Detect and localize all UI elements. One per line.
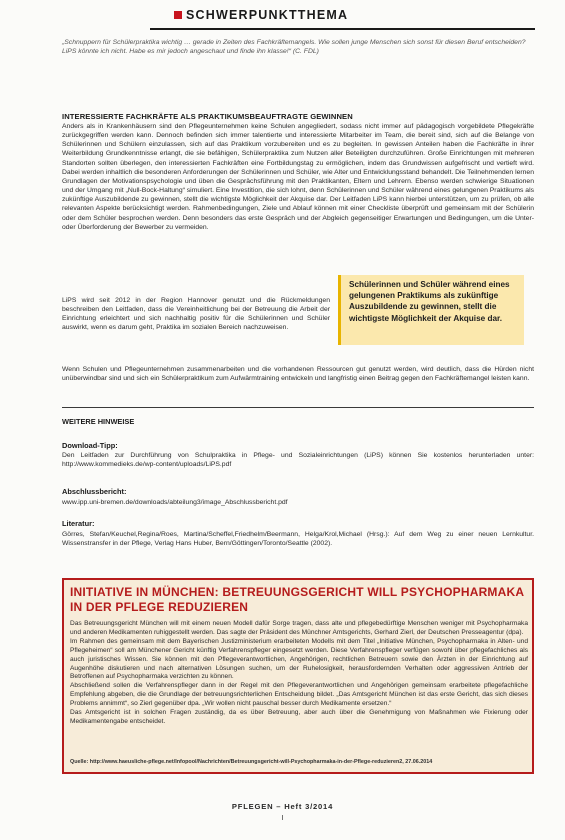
report-link[interactable]: www.ipp.uni-bremen.de/downloads/abteilung3/image_Abschlussbericht.pdf [62,499,288,506]
further-heading: WEITERE HINWEISE [62,417,135,426]
report-label: Abschlussbericht: [62,487,127,496]
section-heading: INTERESSIERTE FACHKRÄFTE ALS PRAKTIKUMSBEAUFTRAGTE GEWINNEN [62,112,353,121]
body-paragraph-1: Anders als in Krankenhäusern sind den Pflegeunternehmen keine Schulen angegliedert, sodass nicht immer auf pädagogisch vorgebildete Pflegekräfte zurückgegriffen werden kann. Dennoch befinden sich immer talentierte und interessierte Mitarbeiter im Team, die bereit sind, sich auf die Belange von Schülerinnen und Schülern einzulassen, sich auf das Praktikum vorzubereiten und es zu begleiten. In gewissen Anteilen haben die Fachkräfte in ihrer Weiterbildung Grundkenntnisse erlangt, die sie befähigen, Schülerpraktika zum Nutzen aller Beteiligten durchzuführen. Große Einrichtungen mit mehreren Standorten sollten überlegen, den interessierten Fachkräften eine Fortbildungstag zu ermöglichen, indem das Grundwissen aufgefrischt und vertieft wird. Dabei werden inhaltlich die besonderen Anforderungen der Schülerinnen und Schüler, wie Alter und Entwicklungsstand behandelt. Die Teilnehmenden lernen Grundlagen der Motivationspsychologie und üben die Gesprächsführung mit den Praktikanten, Eltern und Lehrern. Ebenso werden schwierige Situationen und der Umgang mit „Null-Bock-Haltung“ simuliert. Eine Investition, die sich lohnt, denn Schülerinnen und Schüler während eines gelungenen Praktikums als zukünftige Auszubildende zu gewinnen, stellt die wichtigste Möglichkeit der Akquise dar. Der Leitfaden LiPS kann hierbei unterstützen, um zu prüfen, ob alle relevanten Aspekte berücksichtigt werden. Rahmenbedingungen, Ziele und Ablauf können mit einer Checkliste überprüft und gemeinsam mit der Schülerin oder dem Schüler besprochen werden. Denn besonders das erste Gespräch und der Abgleich gegenseitiger Erwartungen und Bedingungen, um die Unter- oder Überforderung der Bewerber zu vermeiden. [62,123,534,231]
body-paragraph-3: Wenn Schulen und Pflegeunternehmen zusammenarbeiten und die vorhandenen Ressourcen gut genutzt werden, wird deutlich, dass die Hürden nicht unüberwindbar sind und sich ein Schülerpraktikum zum Aufwärmtraining entwickeln und langfristig einen Beitrag gegen den Fachkräftemangel leisten kann. [62,366,534,383]
literature-text: Görres, Stefan/Keuchel,Regina/Roes, Martina/Scheffel,Friedhelm/Beermann, Helga/Krol,Michael (Hrsg.): Auf dem Weg zu einer neuen Lernkultur. Wissenstransfer in der Pflege, Verlag Hans Huber, Bern/Göttingen/Toronto/Seattle (2002). [62,531,534,548]
section-title: SCHWERPUNKTTHEMA [186,8,349,22]
news-box-body [70,620,528,727]
news-source: Quelle: http://www.haeusliche-pflege.net/Infopool/Nachrichten/Betreuungsgericht-will-Psychopharmaka-in-der-Pflege-reduzieren2, 27.06.2014 [70,759,433,765]
page-number: I [281,815,284,822]
pull-quote-callout: Schülerinnen und Schüler während eines gelungenen Praktikums als zukünftige Auszubildende zu gewinnen, stellt die wichtigste Möglichkeit der Akquise dar. [338,275,524,345]
intro-quote: „Schnuppern für Schülerpraktika wichtig … gerade in Zeiten des Fachkräftemangels. Wie sollen junge Menschen sich sonst für diesen Beruf entscheiden? LiPS könnte ich nicht. Habe es mir jedoch angeschaut und finde ihn klasse!“ (C. FDL) [62,39,526,56]
news-paragraph: Das Betreuungsgericht München will mit einem neuen Modell dafür Sorge tragen, dass alte und pflegebedürftige Menschen weniger mit Psychopharmaka und anderen Medikamenten ruhiggestellt werden. Das sagte der Präsident des Münchner Amtsgerichts, Gerhard Zierl, der Deutschen Presseagentur (dpa). [70,620,528,636]
news-paragraph: Das Amtsgericht ist in solchen Fragen zuständig, da es über Betreuung, aber auch über die Genehmigung von Maßnahmen wie Fixierung oder Medikamentengabe entscheidet. [70,709,528,725]
footer-magazine-issue: PFLEGEN – Heft 3/2014 [231,802,334,811]
download-text: Den Leitfaden zur Durchführung von Schulpraktika in Pflege- und Sozialeinrichtungen (LiPS) können Sie kostenlos herunterladen unter: http://www.kommedieks.de/wp-content/uploads/LiPS.pdf [62,452,534,469]
news-paragraph: Abschließend sollen die Verfahrenspfleger dann in der Regel mit den Pflegeverantwortlichen und Angehörigen gemeinsam erarbeitete pflegefachliche Empfehlung abgeben, die die Grundlage der betreuungsrichterlichen Entscheidung bildet. „Das Amtsgericht München ist das erste Gericht, das sich dieses Problems annimmt“, so Zierl gegenüber dpa. „Wir wollen nicht pauschal besser durch Medikamente ersetzen.“ [70,682,528,708]
body-paragraph-2: LiPS wird seit 2012 in der Region Hannover genutzt und die Rückmeldungen beschreiben den Leitfaden, dass die Vereinheitlichung bei der Betreuung die Arbeit der Einrichtung erleichtert und sich nachhaltig positiv für die Schülerinnen und Schüler auswirkt, wenn es darum geht, Praktika im sozialen Bereich nachzuweisen. [62,297,330,332]
news-box [62,578,534,774]
section-header [150,8,535,30]
divider-rule [62,407,534,408]
news-paragraph: Im Rahmen des gemeinsam mit dem Bayerischen Justizministerium erarbeiteten Modells mit dem Titel „Initiative München, Psychopharmaka in Alten- und Pflegeheimen“ soll am Münchener Gericht künftig Verfahrenspfleger eingesetzt werden. Diese Verfahrenspfleger verfügen sowohl über pflegefachliches als auch juristisches Wissen. Sie können mit den Pflegeverantwortlichen, Angehörigen, rechtlichen Betreuern sowie den Ärzten in der Einrichtung auf Augenhöhe diskutieren und nach alternativen Lösungen suchen, um der Ruhelosigkeit, herausfordernden Verhalten oder aggressiven Antrieb der Betroffenen auf Psychopharmaka verzichten zu können. [70,637,528,681]
download-label: Download-Tipp: [62,441,118,450]
news-box-title: INITIATIVE IN MÜNCHEN: BETREUUNGSGERICHT WILL PSYCHOPHARMAKA IN DER PFLEGE REDUZIEREN [70,585,524,614]
section-marker-square [174,11,182,19]
literature-label: Literatur: [62,519,95,528]
